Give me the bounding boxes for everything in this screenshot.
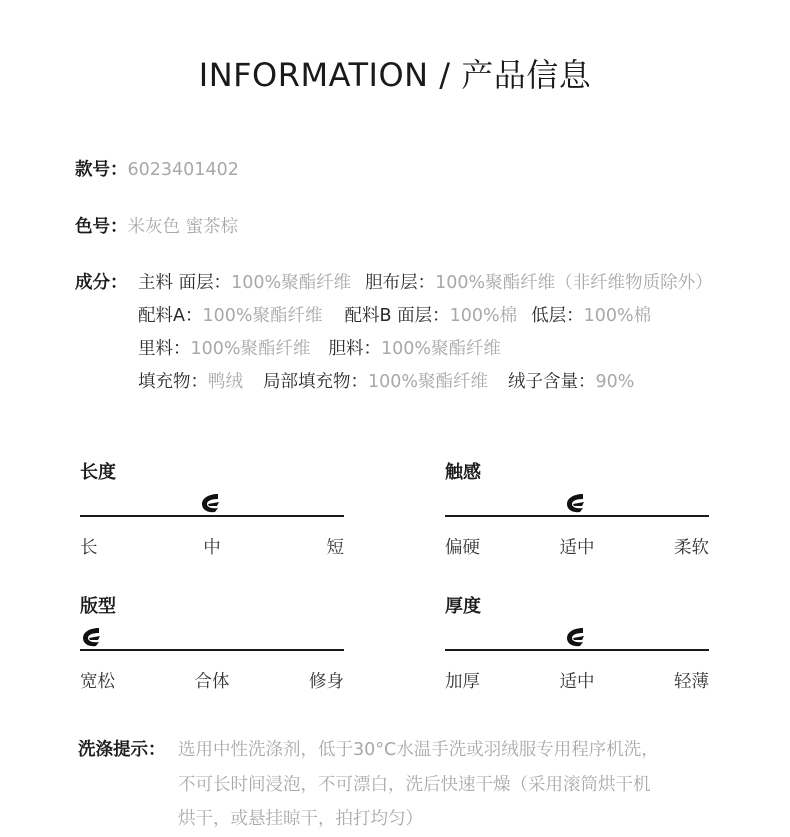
color-number-row (75, 213, 238, 238)
gauge-scale-line (80, 649, 344, 651)
composition-label: 成分： (75, 273, 128, 293)
composition-key: 主料 面层： (138, 273, 232, 293)
fit-gauge (80, 592, 344, 692)
composition-key: 填充物： (138, 372, 208, 392)
gauge-tick-label: 加厚 (445, 672, 480, 692)
color-number-label: 色号： (75, 217, 128, 237)
wash-text (178, 733, 738, 837)
gauge-tick-label: 修身 (309, 672, 344, 692)
gauge-scale-line (80, 515, 344, 517)
composition-value: 100%棉 (449, 306, 518, 326)
composition-line (138, 269, 713, 294)
gauge-tick-label: 宽松 (80, 672, 115, 692)
gauge-tick-label: 适中 (559, 538, 595, 558)
gauge-scale-line (445, 649, 709, 651)
gauge-tick-label: 适中 (559, 672, 595, 692)
composition-key: 胆料： (328, 339, 382, 359)
composition-value: 100%聚酯纤维 (381, 339, 502, 359)
brand-logo-icon (80, 625, 106, 649)
composition-key: 低层： (531, 306, 584, 326)
composition-key: 胆布层： (365, 273, 436, 293)
composition-label-row (75, 269, 128, 294)
composition-key: 配料A： (138, 306, 203, 326)
wash-line: 选用中性洗涤剂，低于30°C水温手洗或羽绒服专用程序机洗， (178, 740, 659, 760)
thickness-gauge (445, 592, 709, 692)
gauge-tick-label: 轻薄 (674, 672, 709, 692)
composition-key: 里料： (138, 339, 191, 359)
composition-line (138, 368, 634, 393)
composition-value: 100%聚酯纤维 (202, 306, 323, 326)
gauge-title: 版型 (80, 596, 116, 617)
brand-logo-icon (564, 491, 590, 515)
brand-logo-icon (199, 491, 225, 515)
composition-key: 局部填充物： (263, 372, 368, 392)
composition-value: 100%聚酯纤维（非纤维物质除外） (435, 273, 713, 293)
composition-line (138, 335, 501, 360)
touch-gauge (445, 458, 709, 558)
gauge-title: 长度 (80, 462, 116, 483)
wash-line: 不可长时间浸泡，不可漂白，洗后快速干燥（采用滚筒烘干机 (178, 774, 651, 795)
composition-value: 100%聚酯纤维 (231, 273, 352, 293)
gauge-tick-label: 短 (326, 538, 344, 558)
color-number-value: 米灰色 蜜茶棕 (127, 217, 239, 237)
gauge-tick-label: 中 (203, 538, 221, 558)
composition-value: 鸭绒 (208, 372, 243, 392)
composition-key: 绒子含量： (508, 372, 596, 392)
composition-key: 配料B 面层： (344, 306, 450, 326)
composition-value: 100%聚酯纤维 (368, 372, 489, 392)
composition-value: 100%棉 (583, 306, 652, 326)
style-number-row (75, 156, 239, 181)
style-number-label: 款号： (75, 160, 128, 180)
gauge-title: 触感 (445, 462, 481, 483)
gauge-tick-label: 长 (80, 538, 98, 558)
gauge-scale-line (445, 515, 709, 517)
composition-value: 100%聚酯纤维 (190, 339, 311, 359)
composition-value: 90% (595, 372, 635, 392)
gauge-tick-label: 合体 (194, 672, 230, 692)
wash-line: 烘干，或悬挂晾干，拍打均匀） (178, 809, 423, 829)
wash-label: 洗涤提示： (78, 740, 166, 760)
composition-line (138, 302, 651, 327)
gauge-title: 厚度 (445, 596, 481, 617)
brand-logo-icon (564, 625, 590, 649)
gauge-tick-label: 偏硬 (445, 538, 480, 558)
page-title: INFORMATION / 产品信息 (198, 56, 592, 94)
style-number-value: 6023401402 (127, 160, 239, 180)
gauge-tick-label: 柔软 (674, 538, 709, 558)
length-gauge (80, 458, 344, 558)
